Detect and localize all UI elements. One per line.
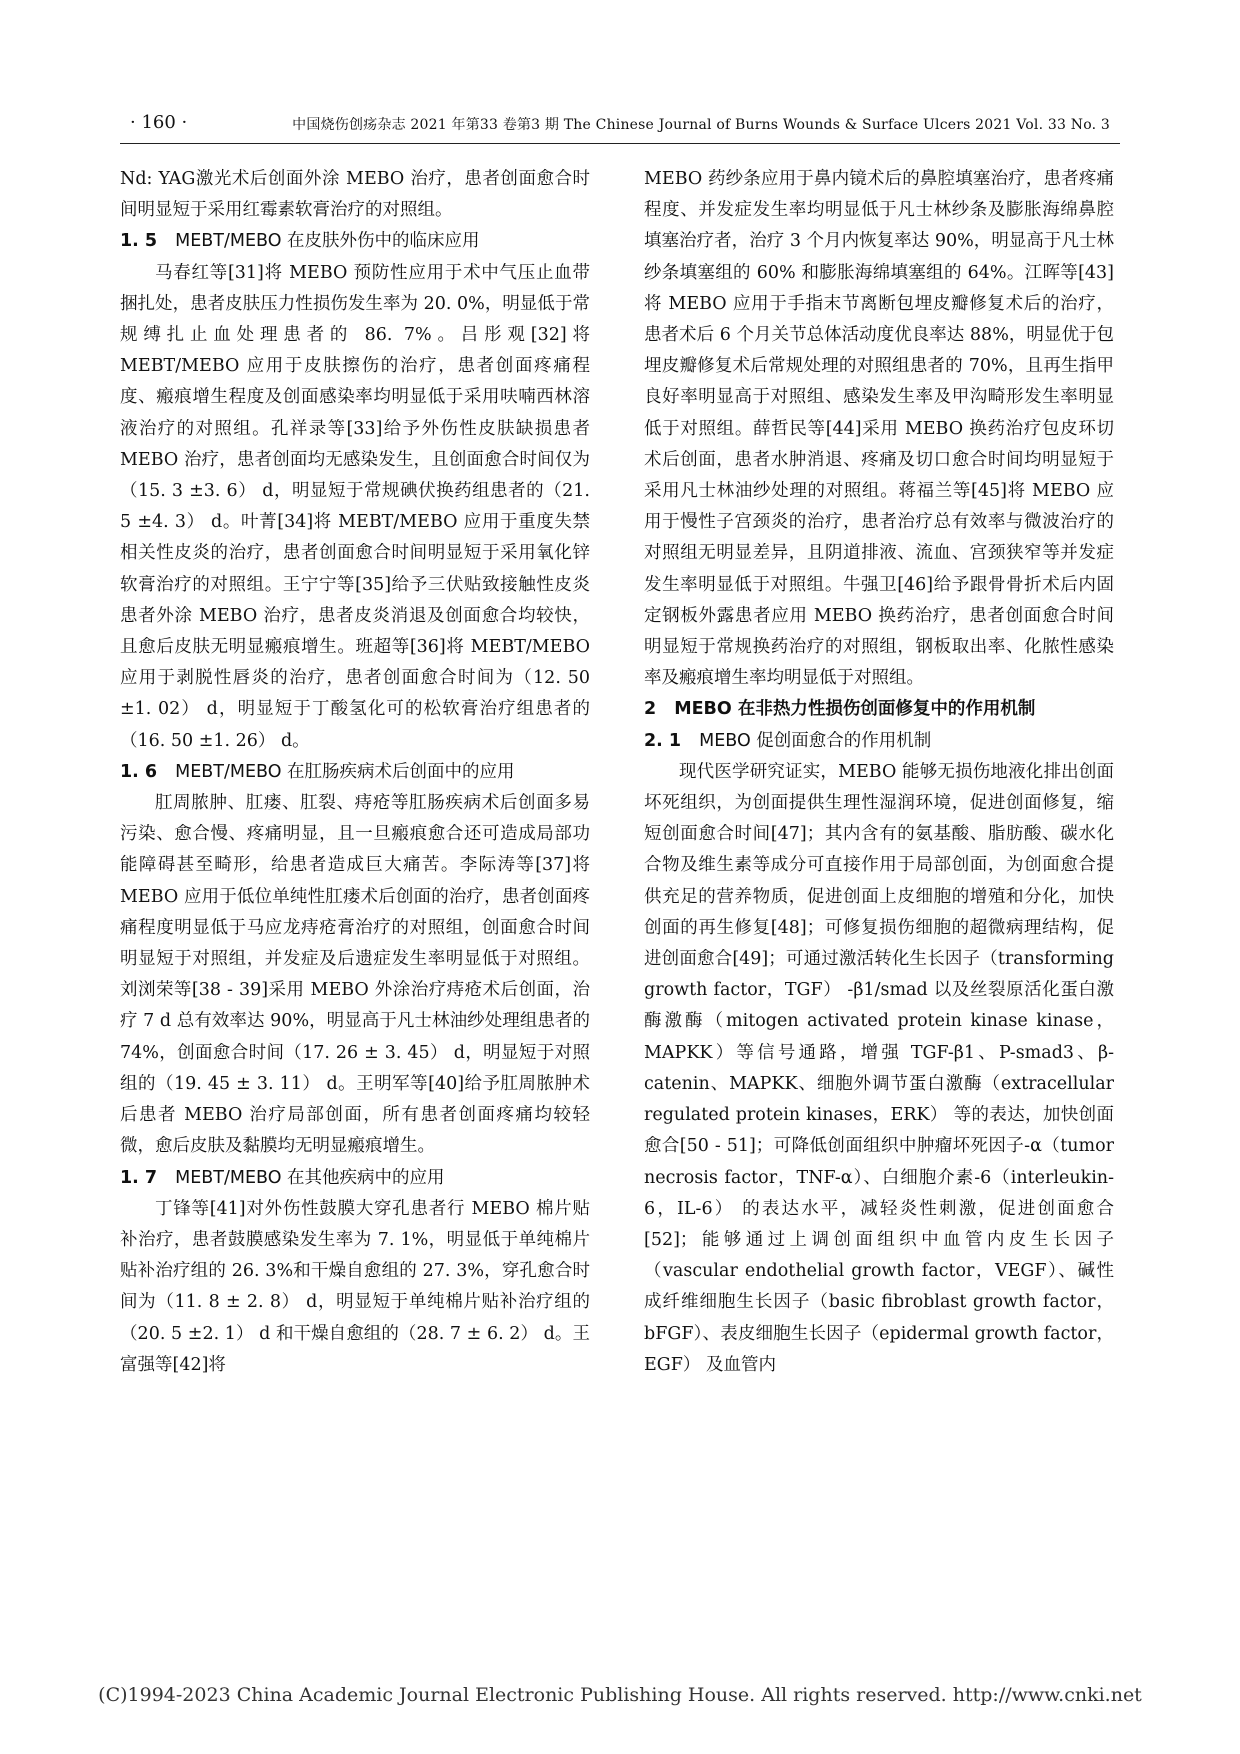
- section-heading: [120, 757, 590, 788]
- section-title: MEBT/MEBO 在肛肠疾病术后创面中的应用: [175, 761, 515, 782]
- paragraph: Nd: YAG激光术后创面外涂 MEBO 治疗，患者创面愈合时间明显短于采用红霉素软膏治疗的对照组。: [120, 169, 590, 221]
- section-title: MEBO 在非热力性损伤创面修复中的作用机制: [674, 699, 1036, 720]
- paragraph: 丁锋等[41]对外伤性鼓膜大穿孔患者行 MEBO 棉片贴补治疗，患者鼓膜感染发生率为 7. 1%，明显低于单纯棉片贴补治疗组的 26. 3%和干燥自愈组的 27. 3%，穿孔愈合时间为（11. 8 ± 2. 8） d，明显短于单纯棉片贴补治疗组的（20. 5 ±2. 1） d 和干燥自愈组的（28. 7 ± 6. 2） d。王富强等[42]将: [120, 1198, 590, 1375]
- section-number: 1. 6: [120, 761, 158, 782]
- copyright-footer: (C)1994-2023 China Academic Journal Electronic Publishing House. All rights reserved. http://www.cnki.net: [98, 1684, 1142, 1706]
- journal-title: 中国烧伤创疡杂志 2021 年第33 卷第3 期 The Chinese Journal of Burns Wounds & Surface Ulcers 2021 Vol. 33 No. 3: [292, 117, 1110, 133]
- page-number: · 160 ·: [130, 112, 188, 133]
- paragraph: 现代医学研究证实，MEBO 能够无损伤地液化排出创面坏死组织，为创面提供生理性湿润环境，促进创面修复，缩短创面愈合时间[47]；其内含有的氨基酸、脂肪酸、碳水化合物及维生素等成分可直接作用于局部创面，为创面愈合提供充足的营养物质，促进创面上皮细胞的增殖和分化，加快创面的再生修复[48]；可修复损伤细胞的超微病理结构，促进创面愈合[49]；可通过激活转化生长因子（transforming growth factor，TGF） -β1/smad 以及丝裂原活化蛋白激酶激酶（mitogen activated protein kinase kinase，MAPKK）等信号通路，增强 TGF-β1、P-smad3、β-catenin、MAPKK、细胞外调节蛋白激酶（extracellular regulated protein kinases，ERK） 等的表达，加快创面愈合[50 - 51]；可降低创面组织中肿瘤坏死因子-α（tumor necrosis factor，TNF-α）、白细胞介素-6（interleukin-6，IL-6） 的表达水平，减轻炎性刺激，促进创面愈合[52]；能够通过上调创面组织中血管内皮生长因子（vascular endothelial growth factor，VEGF）、碱性成纤维细胞生长因子（basic fibroblast growth factor，bFGF）、表皮细胞生长因子（epidermal growth factor，EGF） 及血管内: [644, 761, 1114, 1375]
- section-number: 1. 7: [120, 1167, 158, 1188]
- section-number: 2. 1: [644, 730, 682, 751]
- section-number: 2: [644, 699, 657, 720]
- page-header: [130, 112, 1110, 142]
- right-column: [644, 164, 1114, 1381]
- section-heading: [120, 1163, 590, 1194]
- section-title: MEBO 促创面愈合的作用机制: [699, 730, 932, 751]
- header-rule: [120, 143, 1120, 144]
- left-column: [120, 164, 590, 1381]
- paragraph: MEBO 药纱条应用于鼻内镜术后的鼻腔填塞治疗，患者疼痛程度、并发症发生率均明显低于凡士林纱条及膨胀海绵鼻腔填塞治疗者，治疗 3 个月内恢复率达 90%，明显高于凡士林纱条填塞组的 60% 和膨胀海绵填塞组的 64%。江晖等[43]将 MEBO 应用于手指末节离断包埋皮瓣修复术后的治疗，患者术后 6 个月关节总体活动度优良率达 88%，明显优于包埋皮瓣修复术后常规处理的对照组患者的 70%，且再生指甲良好率明显高于对照组、感染发生率及甲沟畸形发生率明显低于对照组。薛哲民等[44]采用 MEBO 换药治疗包皮环切术后创面，患者水肿消退、疼痛及切口愈合时间均明显短于采用凡士林油纱处理的对照组。蒋福兰等[45]将 MEBO 应用于慢性子宫颈炎的治疗，患者治疗总有效率与微波治疗的对照组无明显差异，且阴道排液、流血、宫颈狭窄等并发症发生率明显低于对照组。牛强卫[46]给予跟骨骨折术后内固定钢板外露患者应用 MEBO 换药治疗，患者创面愈合时间明显短于常规换药治疗的对照组，钢板取出率、化脓性感染率及瘢痕增生率均明显低于对照组。: [644, 169, 1114, 689]
- section-number: 1. 5: [120, 231, 158, 252]
- paragraph: 肛周脓肿、肛瘘、肛裂、痔疮等肛肠疾病术后创面多易污染、愈合慢、疼痛明显，且一旦瘢痕愈合还可造成局部功能障碍甚至畸形，给患者造成巨大痛苦。李际涛等[37]将 MEBO 应用于低位单纯性肛瘘术后创面的治疗，患者创面疼痛程度明显低于马应龙痔疮膏治疗的对照组，创面愈合时间明显短于对照组，并发症及后遗症发生率明显低于对照组。刘浏荣等[38 - 39]采用 MEBO 外涂治疗痔疮术后创面，治疗 7 d 总有效率达 90%，明显高于凡士林油纱处理组患者的 74%，创面愈合时间（17. 26 ± 3. 45） d，明显短于对照组的（19. 45 ± 3. 11） d。王明军等[40]给予肛周脓肿术后患者 MEBO 治疗局部创面，所有患者创面疼痛均较轻微，愈后皮肤及黏膜均无明显瘢痕增生。: [120, 793, 590, 1157]
- section-title: MEBT/MEBO 在其他疾病中的应用: [175, 1167, 445, 1188]
- section-title: MEBT/MEBO 在皮肤外伤中的临床应用: [175, 231, 480, 252]
- paragraph: 马春红等[31]将 MEBO 预防性应用于术中气压止血带捆扎处，患者皮肤压力性损伤发生率为 20. 0%，明显低于常规缚扎止血处理患者的 86. 7%。吕彤观[32]将 MEBT/MEBO 应用于皮肤擦伤的治疗，患者创面疼痛程度、瘢痕增生程度及创面感染率均明显低于采用呋喃西林溶液治疗的对照组。孔祥录等[33]给予外伤性皮肤缺损患者 MEBO 治疗，患者创面均无感染发生，且创面愈合时间仅为（15. 3 ±3. 6） d，明显短于常规碘伏换药组患者的（21. 5 ±4. 3） d。叶菁[34]将 MEBT/MEBO 应用于重度失禁相关性皮炎的治疗，患者创面愈合时间明显短于采用氧化锌软膏治疗的对照组。王宁宁等[35]给予三伏贴致接触性皮炎患者外涂 MEBO 治疗，患者皮炎消退及创面愈合均较快，且愈后皮肤无明显瘢痕增生。班超等[36]将 MEBT/MEBO 应用于剥脱性唇炎的治疗，患者创面愈合时间为（12. 50 ±1. 02） d，明显短于丁酸氢化可的松软膏治疗组患者的（16. 50 ±1. 26） d。: [120, 262, 590, 751]
- section-heading: [120, 226, 590, 257]
- section-heading: [644, 726, 1114, 757]
- section-heading: [644, 694, 1114, 725]
